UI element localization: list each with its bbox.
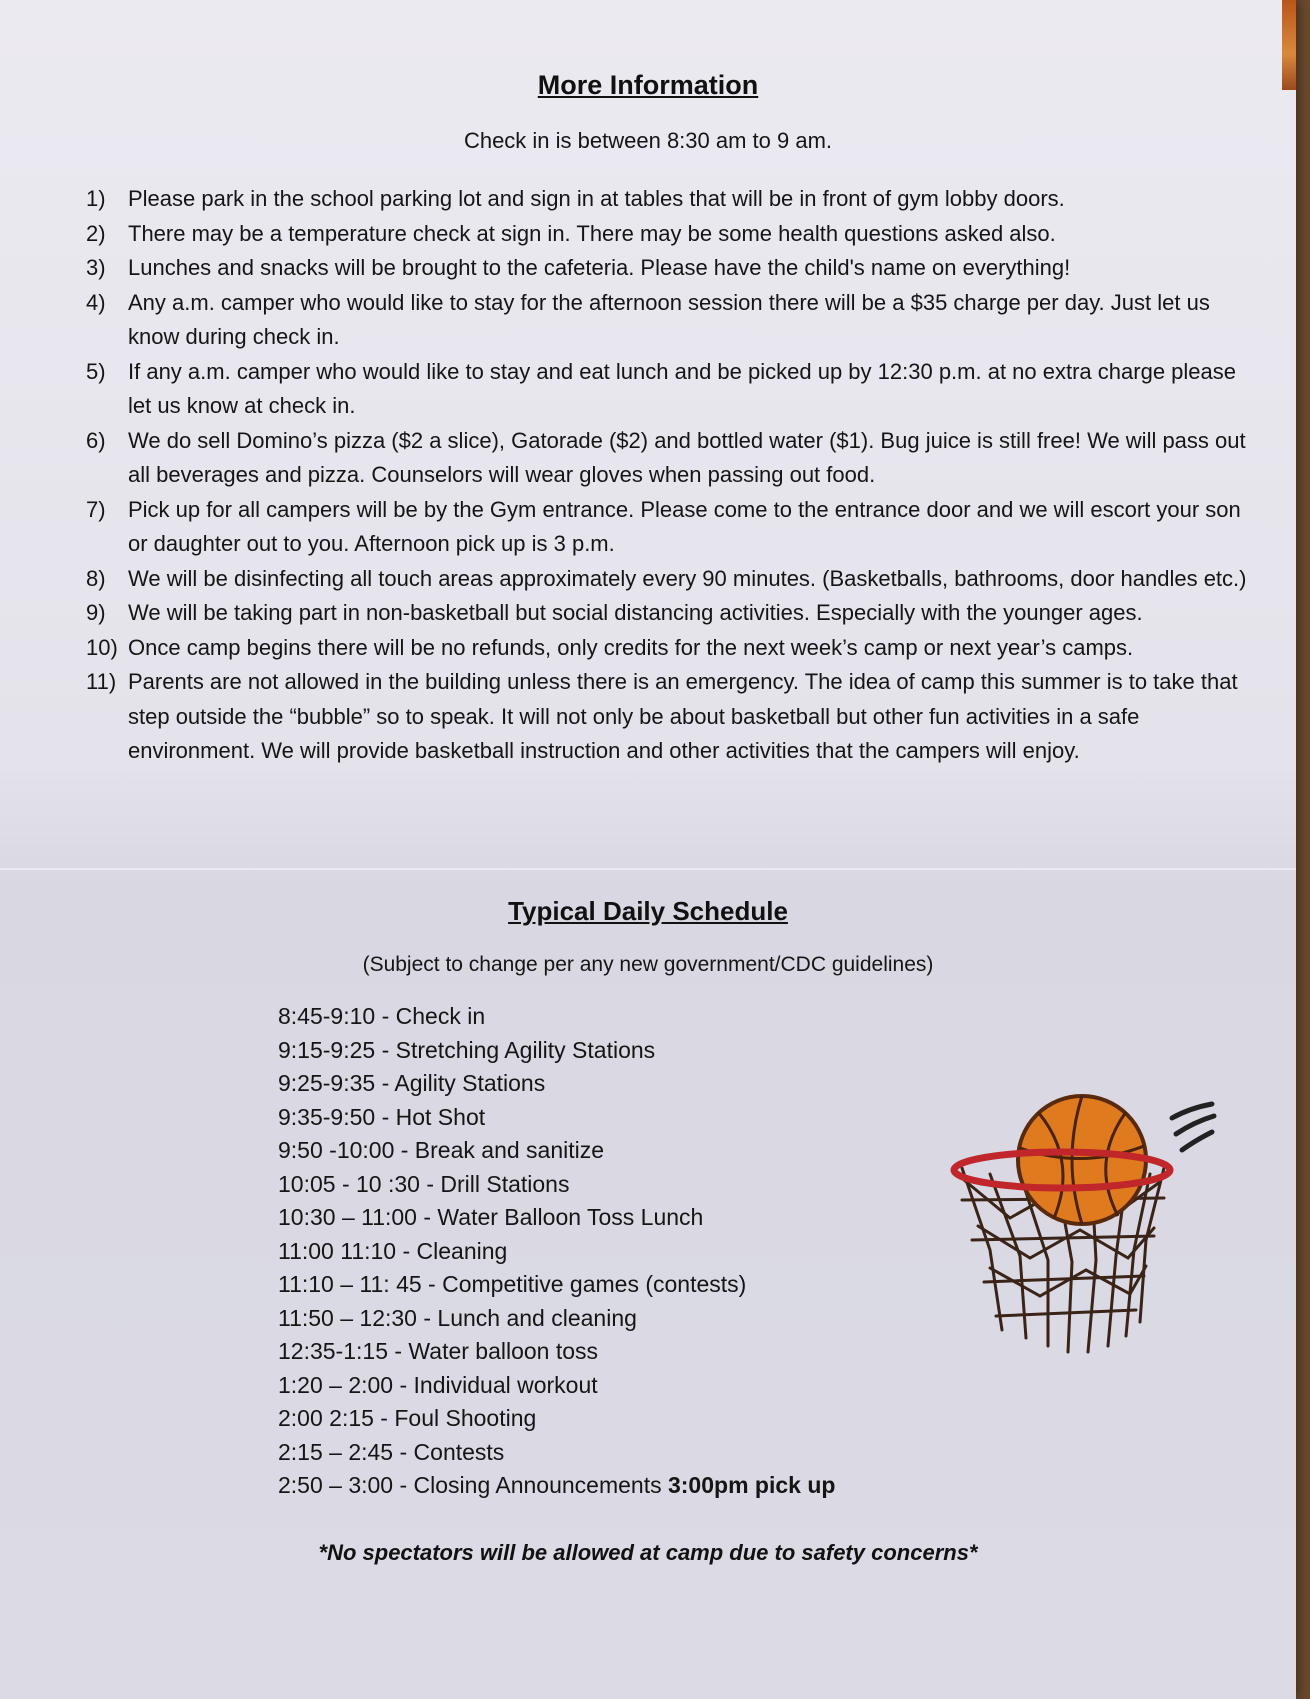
basketball-hoop-icon [950, 1090, 1230, 1360]
item-number: 7) [86, 496, 106, 522]
schedule-note: (Subject to change per any new government/CDC guidelines) [362, 953, 934, 976]
list-item [86, 251, 1256, 286]
item-number: 8) [86, 565, 106, 591]
no-spectators-note: *No spectators will be allowed at camp due to safety concerns* [318, 1540, 978, 1565]
schedule-entry: 11:00 11:10 - Cleaning [278, 1237, 508, 1264]
list-item [86, 217, 1256, 252]
schedule-entry: 9:50 -10:00 - Break and sanitize [278, 1137, 605, 1163]
schedule-title: Typical Daily Schedule [508, 896, 788, 926]
list-item [86, 665, 1256, 769]
item-number: 5) [86, 358, 106, 384]
last-entry-text: 2:50 – 3:00 - Closing Announcements [278, 1472, 668, 1498]
item-number: 2) [86, 220, 106, 246]
item-number: 11) [86, 669, 117, 694]
item-text: Parents are not allowed in the building unless there is an emergency. The idea of camp this summer is to take that step outside the “bubble” so to speak. It will not only be about basketball but other fun activities in a safe environment. We will provide basketball instruction and other activities that the campers will enjoy. [128, 669, 1238, 763]
schedule-entry: 8:45-9:10 - Check in [278, 1003, 486, 1029]
list-item [86, 562, 1256, 597]
schedule-entry: 2:00 2:15 - Foul Shooting [278, 1405, 537, 1431]
checkin-note: Check in is between 8:30 am to 9 am. [463, 128, 833, 153]
schedule-entry: 9:35-9:50 - Hot Shot [278, 1103, 486, 1130]
item-text: Pick up for all campers will be by the Gym entrance. Please come to the entrance door and we will escort your son or daughter out to you. Afternoon pick up is 3 p.m. [128, 496, 1241, 556]
item-text: Any a.m. camper who would like to stay for the afternoon session there will be a $35 charge per day. Just let us know during check in. [128, 289, 1210, 349]
item-number: 4) [86, 289, 106, 315]
info-list [86, 182, 1256, 769]
list-item [86, 424, 1256, 493]
item-text: If any a.m. camper who would like to stay and eat lunch and be picked up by 12:30 p.m. at no extra charge please let us know at check in. [128, 358, 1236, 418]
item-number: 6) [86, 427, 106, 453]
item-number: 9) [86, 600, 106, 625]
list-item [86, 493, 1256, 562]
schedule-entry: 2:15 – 2:45 - Contests [278, 1438, 505, 1465]
item-text: Please park in the school parking lot and sign in at tables that will be in front of gym lobby doors. [128, 186, 1065, 211]
item-text: We will be taking part in non-basketball but social distancing activities. Especially with the younger ages. [128, 600, 1143, 625]
item-text: Once camp begins there will be no refunds, only credits for the next week’s camp or next year’s camps. [128, 634, 1134, 660]
schedule-entry: 11:10 – 11: 45 - Competitive games (contests) [278, 1271, 747, 1297]
item-number: 1) [86, 186, 106, 211]
item-text: Lunches and snacks will be brought to the cafeteria. Please have the child's name on everything! [128, 255, 1071, 280]
pickup-time: 3:00pm pick up [667, 1472, 836, 1498]
schedule-entry: 9:15-9:25 - Stretching Agility Stations [278, 1036, 656, 1063]
schedule-entry: 11:50 – 12:30 - Lunch and cleaning [278, 1304, 637, 1331]
list-item [86, 355, 1256, 424]
item-text: We will be disinfecting all touch areas approximately every 90 minutes. (Basketballs, bathrooms, door handles etc.) [128, 565, 1247, 591]
list-item [86, 286, 1256, 355]
paper-fold [0, 868, 1296, 870]
schedule-entry: 1:20 – 2:00 - Individual workout [278, 1371, 598, 1398]
schedule-entry: 10:30 – 11:00 - Water Balloon Toss Lunch [278, 1204, 704, 1230]
item-number: 10) [86, 634, 118, 660]
schedule-entry: 12:35-1:15 - Water balloon toss [278, 1338, 599, 1364]
schedule-list [278, 1000, 835, 1503]
list-item [86, 596, 1256, 631]
schedule-entry-last [278, 1469, 835, 1503]
more-info-title: More Information [537, 70, 759, 100]
item-number: 3) [86, 255, 106, 280]
list-item [86, 182, 1256, 217]
item-text: There may be a temperature check at sign in. There may be some health questions asked also. [128, 220, 1056, 246]
schedule-entry: 9:25-9:35 - Agility Stations [278, 1070, 546, 1096]
schedule-entry: 10:05 - 10 :30 - Drill Stations [278, 1170, 570, 1197]
item-text: We do sell Domino’s pizza ($2 a slice), Gatorade ($2) and bottled water ($1). Bug juice is still free! We will pass out all beverages and pizza. Counselors will wear gloves when passing out food. [128, 427, 1246, 487]
list-item [86, 631, 1256, 666]
